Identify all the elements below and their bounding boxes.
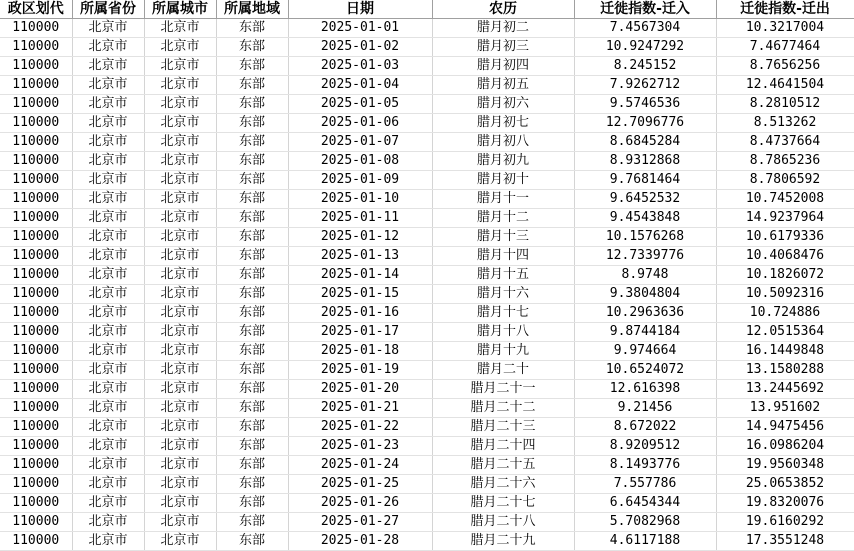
header-city[interactable]: 所属城市	[144, 0, 216, 19]
area-cell[interactable]: 东部	[216, 418, 288, 437]
date-cell[interactable]: 2025-01-07	[288, 133, 432, 152]
city-cell[interactable]: 北京市	[144, 437, 216, 456]
outflow-index-cell[interactable]: 10.4068476	[716, 247, 854, 266]
lunar-date-cell[interactable]: 腊月十四	[432, 247, 574, 266]
area-cell[interactable]: 东部	[216, 38, 288, 57]
outflow-index-cell[interactable]: 19.6160292	[716, 513, 854, 532]
city-cell[interactable]: 北京市	[144, 247, 216, 266]
lunar-date-cell[interactable]: 腊月二十四	[432, 437, 574, 456]
region-code-cell[interactable]: 110000	[0, 532, 72, 551]
region-code-cell[interactable]: 110000	[0, 190, 72, 209]
outflow-index-cell[interactable]: 8.7865236	[716, 152, 854, 171]
outflow-index-cell[interactable]: 8.4737664	[716, 133, 854, 152]
lunar-date-cell[interactable]: 腊月二十五	[432, 456, 574, 475]
lunar-date-cell[interactable]: 腊月二十二	[432, 399, 574, 418]
lunar-date-cell[interactable]: 腊月初四	[432, 57, 574, 76]
area-cell[interactable]: 东部	[216, 19, 288, 38]
area-cell[interactable]: 东部	[216, 494, 288, 513]
date-cell[interactable]: 2025-01-10	[288, 190, 432, 209]
table-row	[0, 361, 854, 380]
outflow-index-cell[interactable]: 13.951602	[716, 399, 854, 418]
area-cell[interactable]: 东部	[216, 152, 288, 171]
date-cell[interactable]: 2025-01-24	[288, 456, 432, 475]
inflow-index-cell[interactable]: 8.9748	[574, 266, 716, 285]
outflow-index-cell[interactable]: 17.3551248	[716, 532, 854, 551]
lunar-date-cell[interactable]: 腊月十五	[432, 266, 574, 285]
table-row	[0, 380, 854, 399]
header-outflow-index[interactable]: 迁徙指数-迁出	[716, 0, 854, 19]
city-cell[interactable]: 北京市	[144, 494, 216, 513]
lunar-date-cell[interactable]: 腊月初五	[432, 76, 574, 95]
province-cell[interactable]: 北京市	[72, 19, 144, 38]
outflow-index-cell[interactable]: 12.0515364	[716, 323, 854, 342]
date-cell[interactable]: 2025-01-26	[288, 494, 432, 513]
province-cell[interactable]: 北京市	[72, 285, 144, 304]
city-cell[interactable]: 北京市	[144, 342, 216, 361]
city-cell[interactable]: 北京市	[144, 399, 216, 418]
province-cell[interactable]: 北京市	[72, 38, 144, 57]
outflow-index-cell[interactable]: 16.1449848	[716, 342, 854, 361]
inflow-index-cell[interactable]: 10.2963636	[574, 304, 716, 323]
outflow-index-cell[interactable]: 13.2445692	[716, 380, 854, 399]
region-code-cell[interactable]: 110000	[0, 494, 72, 513]
lunar-date-cell[interactable]: 腊月初三	[432, 38, 574, 57]
lunar-date-cell[interactable]: 腊月初九	[432, 152, 574, 171]
inflow-index-cell[interactable]: 9.21456	[574, 399, 716, 418]
header-lunar-date[interactable]: 农历	[432, 0, 574, 19]
lunar-date-cell[interactable]: 腊月初八	[432, 133, 574, 152]
lunar-date-cell[interactable]: 腊月二十	[432, 361, 574, 380]
date-cell[interactable]: 2025-01-22	[288, 418, 432, 437]
region-code-cell[interactable]: 110000	[0, 399, 72, 418]
area-cell[interactable]: 东部	[216, 76, 288, 95]
inflow-index-cell[interactable]: 10.9247292	[574, 38, 716, 57]
province-cell[interactable]: 北京市	[72, 152, 144, 171]
city-cell[interactable]: 北京市	[144, 532, 216, 551]
city-cell[interactable]: 北京市	[144, 152, 216, 171]
outflow-index-cell[interactable]: 8.7656256	[716, 57, 854, 76]
date-cell[interactable]: 2025-01-02	[288, 38, 432, 57]
province-cell[interactable]: 北京市	[72, 266, 144, 285]
lunar-date-cell[interactable]: 腊月初六	[432, 95, 574, 114]
city-cell[interactable]: 北京市	[144, 513, 216, 532]
lunar-date-cell[interactable]: 腊月初十	[432, 171, 574, 190]
city-cell[interactable]: 北京市	[144, 475, 216, 494]
city-cell[interactable]: 北京市	[144, 323, 216, 342]
date-cell[interactable]: 2025-01-12	[288, 228, 432, 247]
area-cell[interactable]: 东部	[216, 285, 288, 304]
table-row	[0, 532, 854, 551]
lunar-date-cell[interactable]: 腊月二十八	[432, 513, 574, 532]
table-row	[0, 190, 854, 209]
outflow-index-cell[interactable]: 14.9475456	[716, 418, 854, 437]
city-cell[interactable]: 北京市	[144, 380, 216, 399]
city-cell[interactable]: 北京市	[144, 361, 216, 380]
outflow-index-cell[interactable]: 10.5092316	[716, 285, 854, 304]
area-cell[interactable]: 东部	[216, 190, 288, 209]
area-cell[interactable]: 东部	[216, 171, 288, 190]
outflow-index-cell[interactable]: 10.6179336	[716, 228, 854, 247]
date-cell[interactable]: 2025-01-06	[288, 114, 432, 133]
province-cell[interactable]: 北京市	[72, 76, 144, 95]
inflow-index-cell[interactable]: 4.6117188	[574, 532, 716, 551]
outflow-index-cell[interactable]: 19.8320076	[716, 494, 854, 513]
inflow-index-cell[interactable]: 9.6452532	[574, 190, 716, 209]
city-cell[interactable]: 北京市	[144, 209, 216, 228]
city-cell[interactable]: 北京市	[144, 38, 216, 57]
date-cell[interactable]: 2025-01-11	[288, 209, 432, 228]
province-cell[interactable]: 北京市	[72, 247, 144, 266]
area-cell[interactable]: 东部	[216, 437, 288, 456]
province-cell[interactable]: 北京市	[72, 133, 144, 152]
area-cell[interactable]: 东部	[216, 399, 288, 418]
city-cell[interactable]: 北京市	[144, 114, 216, 133]
region-code-cell[interactable]: 110000	[0, 342, 72, 361]
region-code-cell[interactable]: 110000	[0, 152, 72, 171]
region-code-cell[interactable]: 110000	[0, 285, 72, 304]
table-row	[0, 456, 854, 475]
table-row	[0, 494, 854, 513]
outflow-index-cell[interactable]: 8.7806592	[716, 171, 854, 190]
province-cell[interactable]: 北京市	[72, 399, 144, 418]
table-row	[0, 247, 854, 266]
region-code-cell[interactable]: 110000	[0, 247, 72, 266]
table-row	[0, 152, 854, 171]
province-cell[interactable]: 北京市	[72, 114, 144, 133]
inflow-index-cell[interactable]: 8.9209512	[574, 437, 716, 456]
table-row	[0, 228, 854, 247]
city-cell[interactable]: 北京市	[144, 76, 216, 95]
date-cell[interactable]: 2025-01-08	[288, 152, 432, 171]
region-code-cell[interactable]: 110000	[0, 437, 72, 456]
city-cell[interactable]: 北京市	[144, 228, 216, 247]
area-cell[interactable]: 东部	[216, 342, 288, 361]
table-body	[0, 19, 854, 551]
area-cell[interactable]: 东部	[216, 323, 288, 342]
table-row	[0, 475, 854, 494]
outflow-index-cell[interactable]: 8.513262	[716, 114, 854, 133]
date-cell[interactable]: 2025-01-25	[288, 475, 432, 494]
inflow-index-cell[interactable]: 9.4543848	[574, 209, 716, 228]
header-inflow-index[interactable]: 迁徙指数-迁入	[574, 0, 716, 19]
area-cell[interactable]: 东部	[216, 266, 288, 285]
outflow-index-cell[interactable]: 10.1826072	[716, 266, 854, 285]
date-cell[interactable]: 2025-01-27	[288, 513, 432, 532]
outflow-index-cell[interactable]: 16.0986204	[716, 437, 854, 456]
area-cell[interactable]: 东部	[216, 380, 288, 399]
region-code-cell[interactable]: 110000	[0, 266, 72, 285]
region-code-cell[interactable]: 110000	[0, 361, 72, 380]
table-row	[0, 38, 854, 57]
province-cell[interactable]: 北京市	[72, 418, 144, 437]
table-row	[0, 133, 854, 152]
lunar-date-cell[interactable]: 腊月十二	[432, 209, 574, 228]
date-cell[interactable]: 2025-01-15	[288, 285, 432, 304]
date-cell[interactable]: 2025-01-23	[288, 437, 432, 456]
inflow-index-cell[interactable]: 10.1576268	[574, 228, 716, 247]
region-code-cell[interactable]: 110000	[0, 456, 72, 475]
date-cell[interactable]: 2025-01-18	[288, 342, 432, 361]
province-cell[interactable]: 北京市	[72, 437, 144, 456]
lunar-date-cell[interactable]: 腊月十八	[432, 323, 574, 342]
table-row	[0, 57, 854, 76]
outflow-index-cell[interactable]: 8.2810512	[716, 95, 854, 114]
province-cell[interactable]: 北京市	[72, 494, 144, 513]
area-cell[interactable]: 东部	[216, 513, 288, 532]
city-cell[interactable]: 北京市	[144, 95, 216, 114]
area-cell[interactable]: 东部	[216, 133, 288, 152]
province-cell[interactable]: 北京市	[72, 228, 144, 247]
table-row	[0, 171, 854, 190]
header-date[interactable]: 日期	[288, 0, 432, 19]
province-cell[interactable]: 北京市	[72, 190, 144, 209]
province-cell[interactable]: 北京市	[72, 209, 144, 228]
province-cell[interactable]: 北京市	[72, 380, 144, 399]
header-region-code[interactable]: 政区划代	[0, 0, 72, 19]
inflow-index-cell[interactable]: 6.6454344	[574, 494, 716, 513]
region-code-cell[interactable]: 110000	[0, 304, 72, 323]
lunar-date-cell[interactable]: 腊月二十一	[432, 380, 574, 399]
table-row	[0, 76, 854, 95]
table-row	[0, 19, 854, 38]
date-cell[interactable]: 2025-01-20	[288, 380, 432, 399]
region-code-cell[interactable]: 110000	[0, 114, 72, 133]
city-cell[interactable]: 北京市	[144, 456, 216, 475]
city-cell[interactable]: 北京市	[144, 171, 216, 190]
province-cell[interactable]: 北京市	[72, 323, 144, 342]
outflow-index-cell[interactable]: 10.3217004	[716, 19, 854, 38]
inflow-index-cell[interactable]: 8.6845284	[574, 133, 716, 152]
province-cell[interactable]: 北京市	[72, 342, 144, 361]
outflow-index-cell[interactable]: 10.7452008	[716, 190, 854, 209]
lunar-date-cell[interactable]: 腊月十三	[432, 228, 574, 247]
region-code-cell[interactable]: 110000	[0, 209, 72, 228]
region-code-cell[interactable]: 110000	[0, 323, 72, 342]
region-code-cell[interactable]: 110000	[0, 133, 72, 152]
outflow-index-cell[interactable]: 10.724886	[716, 304, 854, 323]
region-code-cell[interactable]: 110000	[0, 513, 72, 532]
inflow-index-cell[interactable]: 8.672022	[574, 418, 716, 437]
date-cell[interactable]: 2025-01-28	[288, 532, 432, 551]
area-cell[interactable]: 东部	[216, 209, 288, 228]
date-cell[interactable]: 2025-01-09	[288, 171, 432, 190]
province-cell[interactable]: 北京市	[72, 456, 144, 475]
province-cell[interactable]: 北京市	[72, 304, 144, 323]
date-cell[interactable]: 2025-01-01	[288, 19, 432, 38]
inflow-index-cell[interactable]: 9.7681464	[574, 171, 716, 190]
area-cell[interactable]: 东部	[216, 114, 288, 133]
province-cell[interactable]: 北京市	[72, 95, 144, 114]
table-row	[0, 513, 854, 532]
inflow-index-cell[interactable]: 5.7082968	[574, 513, 716, 532]
area-cell[interactable]: 东部	[216, 247, 288, 266]
header-row	[0, 0, 854, 19]
lunar-date-cell[interactable]: 腊月二十七	[432, 494, 574, 513]
lunar-date-cell[interactable]: 腊月二十九	[432, 532, 574, 551]
city-cell[interactable]: 北京市	[144, 19, 216, 38]
table-row	[0, 437, 854, 456]
inflow-index-cell[interactable]: 7.9262712	[574, 76, 716, 95]
date-cell[interactable]: 2025-01-16	[288, 304, 432, 323]
date-cell[interactable]: 2025-01-03	[288, 57, 432, 76]
region-code-cell[interactable]: 110000	[0, 228, 72, 247]
region-code-cell[interactable]: 110000	[0, 418, 72, 437]
date-cell[interactable]: 2025-01-05	[288, 95, 432, 114]
inflow-index-cell[interactable]: 8.245152	[574, 57, 716, 76]
area-cell[interactable]: 东部	[216, 532, 288, 551]
city-cell[interactable]: 北京市	[144, 418, 216, 437]
province-cell[interactable]: 北京市	[72, 361, 144, 380]
area-cell[interactable]: 东部	[216, 57, 288, 76]
lunar-date-cell[interactable]: 腊月十一	[432, 190, 574, 209]
inflow-index-cell[interactable]: 9.3804804	[574, 285, 716, 304]
lunar-date-cell[interactable]: 腊月二十三	[432, 418, 574, 437]
inflow-index-cell[interactable]: 12.7096776	[574, 114, 716, 133]
inflow-index-cell[interactable]: 8.1493776	[574, 456, 716, 475]
city-cell[interactable]: 北京市	[144, 304, 216, 323]
inflow-index-cell[interactable]: 12.7339776	[574, 247, 716, 266]
date-cell[interactable]: 2025-01-21	[288, 399, 432, 418]
region-code-cell[interactable]: 110000	[0, 57, 72, 76]
area-cell[interactable]: 东部	[216, 475, 288, 494]
region-code-cell[interactable]: 110000	[0, 76, 72, 95]
table-row	[0, 342, 854, 361]
outflow-index-cell[interactable]: 19.9560348	[716, 456, 854, 475]
table-row	[0, 418, 854, 437]
outflow-index-cell[interactable]: 25.0653852	[716, 475, 854, 494]
province-cell[interactable]: 北京市	[72, 171, 144, 190]
table-row	[0, 95, 854, 114]
outflow-index-cell[interactable]: 14.9237964	[716, 209, 854, 228]
area-cell[interactable]: 东部	[216, 361, 288, 380]
area-cell[interactable]: 东部	[216, 228, 288, 247]
region-code-cell[interactable]: 110000	[0, 171, 72, 190]
header-province[interactable]: 所属省份	[72, 0, 144, 19]
table-row	[0, 209, 854, 228]
province-cell[interactable]: 北京市	[72, 57, 144, 76]
table-row	[0, 114, 854, 133]
lunar-date-cell[interactable]: 腊月十六	[432, 285, 574, 304]
inflow-index-cell[interactable]: 8.9312868	[574, 152, 716, 171]
lunar-date-cell[interactable]: 腊月二十六	[432, 475, 574, 494]
table-row	[0, 285, 854, 304]
inflow-index-cell[interactable]: 12.616398	[574, 380, 716, 399]
inflow-index-cell[interactable]: 9.974664	[574, 342, 716, 361]
city-cell[interactable]: 北京市	[144, 190, 216, 209]
date-cell[interactable]: 2025-01-13	[288, 247, 432, 266]
city-cell[interactable]: 北京市	[144, 266, 216, 285]
lunar-date-cell[interactable]: 腊月十七	[432, 304, 574, 323]
inflow-index-cell[interactable]: 9.8744184	[574, 323, 716, 342]
table-row	[0, 323, 854, 342]
inflow-index-cell[interactable]: 10.6524072	[574, 361, 716, 380]
date-cell[interactable]: 2025-01-17	[288, 323, 432, 342]
region-code-cell[interactable]: 110000	[0, 95, 72, 114]
outflow-index-cell[interactable]: 12.4641504	[716, 76, 854, 95]
date-cell[interactable]: 2025-01-04	[288, 76, 432, 95]
region-code-cell[interactable]: 110000	[0, 19, 72, 38]
province-cell[interactable]: 北京市	[72, 513, 144, 532]
region-code-cell[interactable]: 110000	[0, 38, 72, 57]
area-cell[interactable]: 东部	[216, 456, 288, 475]
city-cell[interactable]: 北京市	[144, 133, 216, 152]
header-area[interactable]: 所属地域	[216, 0, 288, 19]
city-cell[interactable]: 北京市	[144, 57, 216, 76]
city-cell[interactable]: 北京市	[144, 285, 216, 304]
region-code-cell[interactable]: 110000	[0, 380, 72, 399]
region-code-cell[interactable]: 110000	[0, 475, 72, 494]
table-row	[0, 304, 854, 323]
date-cell[interactable]: 2025-01-19	[288, 361, 432, 380]
outflow-index-cell[interactable]: 13.1580288	[716, 361, 854, 380]
province-cell[interactable]: 北京市	[72, 532, 144, 551]
province-cell[interactable]: 北京市	[72, 475, 144, 494]
area-cell[interactable]: 东部	[216, 95, 288, 114]
inflow-index-cell[interactable]: 7.4567304	[574, 19, 716, 38]
area-cell[interactable]: 东部	[216, 304, 288, 323]
lunar-date-cell[interactable]: 腊月初二	[432, 19, 574, 38]
inflow-index-cell[interactable]: 7.557786	[574, 475, 716, 494]
inflow-index-cell[interactable]: 9.5746536	[574, 95, 716, 114]
table-row	[0, 266, 854, 285]
outflow-index-cell[interactable]: 7.4677464	[716, 38, 854, 57]
table-row	[0, 399, 854, 418]
date-cell[interactable]: 2025-01-14	[288, 266, 432, 285]
lunar-date-cell[interactable]: 腊月十九	[432, 342, 574, 361]
lunar-date-cell[interactable]: 腊月初七	[432, 114, 574, 133]
